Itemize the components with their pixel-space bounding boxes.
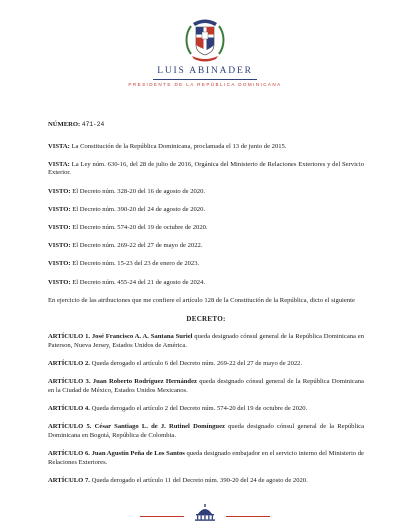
vista-paragraph (48, 143, 364, 152)
visto-label: VISTO: (48, 205, 71, 213)
national-palace-dome-icon (193, 503, 217, 521)
visto-paragraph (48, 242, 364, 251)
article-text: queda designado cónsul general de la República Dominicana en Paterson, Nueva Jersey, Estados Unidos de América. (48, 333, 364, 350)
article-label: ARTÍCULO 7. (48, 476, 90, 484)
visto-text: El Decreto núm. 455-24 del 21 de agosto de 2024. (72, 278, 206, 286)
visto-paragraph (48, 224, 364, 233)
article-label: ARTÍCULO 5. (48, 423, 92, 431)
visto-label: VISTO: (48, 223, 71, 231)
numero-label: NÚMERO: (48, 121, 81, 128)
article-paragraph (48, 450, 364, 467)
visto-text: El Decreto núm. 328-20 del 16 de agosto de 2020. (72, 187, 206, 195)
article-label: ARTÍCULO 2. (48, 360, 90, 368)
visto-text: El Decreto núm. 269-22 del 27 de mayo de 2022. (72, 242, 203, 250)
visto-text: El Decreto núm. 390-20 del 24 de agosto de 2020. (72, 205, 206, 213)
footer-rule-left (140, 516, 184, 517)
article-label: ARTÍCULO 1. (48, 333, 91, 341)
article-text: queda designado cónsul general de la República Dominicana en la Ciudad de México, Estados Unidos Mexicanos. (48, 378, 364, 395)
visto-label: VISTO: (48, 242, 71, 250)
article-person: Juan Agustín Peña de Los Santos (91, 450, 185, 458)
article-text: Queda derogado el artículo 2 del Decreto núm. 574-20 del 19 de octubre de 2020. (91, 405, 308, 413)
visto-text: El Decreto núm. 574-20 del 19 de octubre de 2020. (72, 223, 208, 231)
visto-paragraph (48, 279, 364, 288)
article-text: queda designado cónsul general de la República Dominicana en Bogotá, República de Colombia. (48, 423, 365, 439)
decree-number (48, 121, 364, 130)
visto-paragraph (48, 260, 364, 269)
visto-label: VISTO: (48, 187, 71, 195)
visto-label: VISTO: (48, 260, 71, 268)
vista-label: VISTA: (48, 160, 70, 168)
article-paragraph (48, 378, 364, 395)
vista-text: La Constitución de la República Dominicana, proclamada el 13 de junio de 2015. (71, 142, 287, 150)
header-divider (153, 79, 257, 80)
president-name: LUIS ABINADER (157, 66, 253, 76)
article-person: César Santiago L. de J. Rutinel Domínguez (94, 423, 225, 431)
decree-body (48, 121, 364, 495)
president-title: PRESIDENTE DE LA REPÚBLICA DOMINICANA (128, 82, 282, 87)
preamble: En ejercicio de las atribuciones que me confiere el artículo 128 de la Constitución de la República, dicto el siguiente (48, 296, 355, 304)
article-paragraph (48, 333, 364, 350)
article-paragraph (48, 477, 364, 486)
article-label: ARTÍCULO 6. (48, 450, 90, 458)
visto-text: El Decreto núm. 15-23 del 23 de enero de 2023. (72, 260, 200, 268)
article-text: queda designado embajador en el servicio interno del Ministerio de Relaciones Exteriores. (48, 450, 364, 466)
article-person: José Francisco A. A. Santana Suriel (91, 333, 193, 341)
visto-label: VISTO: (48, 278, 71, 286)
decreto-heading: DECRETO: (186, 314, 226, 323)
vista-text: La Ley núm. 630-16, del 28 de julio de 2016, Orgánica del Ministerio de Relaciones Exteriores y del Servicio Exterior. (48, 160, 364, 177)
numero-value: 471-24 (81, 121, 105, 128)
article-label: ARTÍCULO 3. (48, 378, 91, 386)
coat-of-arms-icon (183, 14, 227, 64)
article-paragraph (48, 360, 364, 369)
vista-paragraph (48, 161, 364, 178)
article-label: ARTÍCULO 4. (48, 405, 90, 413)
article-text: Queda derogado el artículo 6 del Decreto núm. 269-22 del 27 de mayo de 2022. (91, 360, 303, 368)
article-text: Queda derogado el artículo 11 del Decreto núm. 390-20 del 24 de agosto de 2020. (91, 476, 308, 484)
visto-paragraph (48, 188, 364, 197)
article-paragraph (48, 423, 364, 440)
article-paragraph (48, 405, 364, 414)
footer-rule-right (226, 516, 270, 517)
article-person: Juan Roberto Rodríguez Hernández (92, 378, 197, 386)
vista-label: VISTA: (48, 142, 70, 150)
visto-paragraph (48, 206, 364, 215)
